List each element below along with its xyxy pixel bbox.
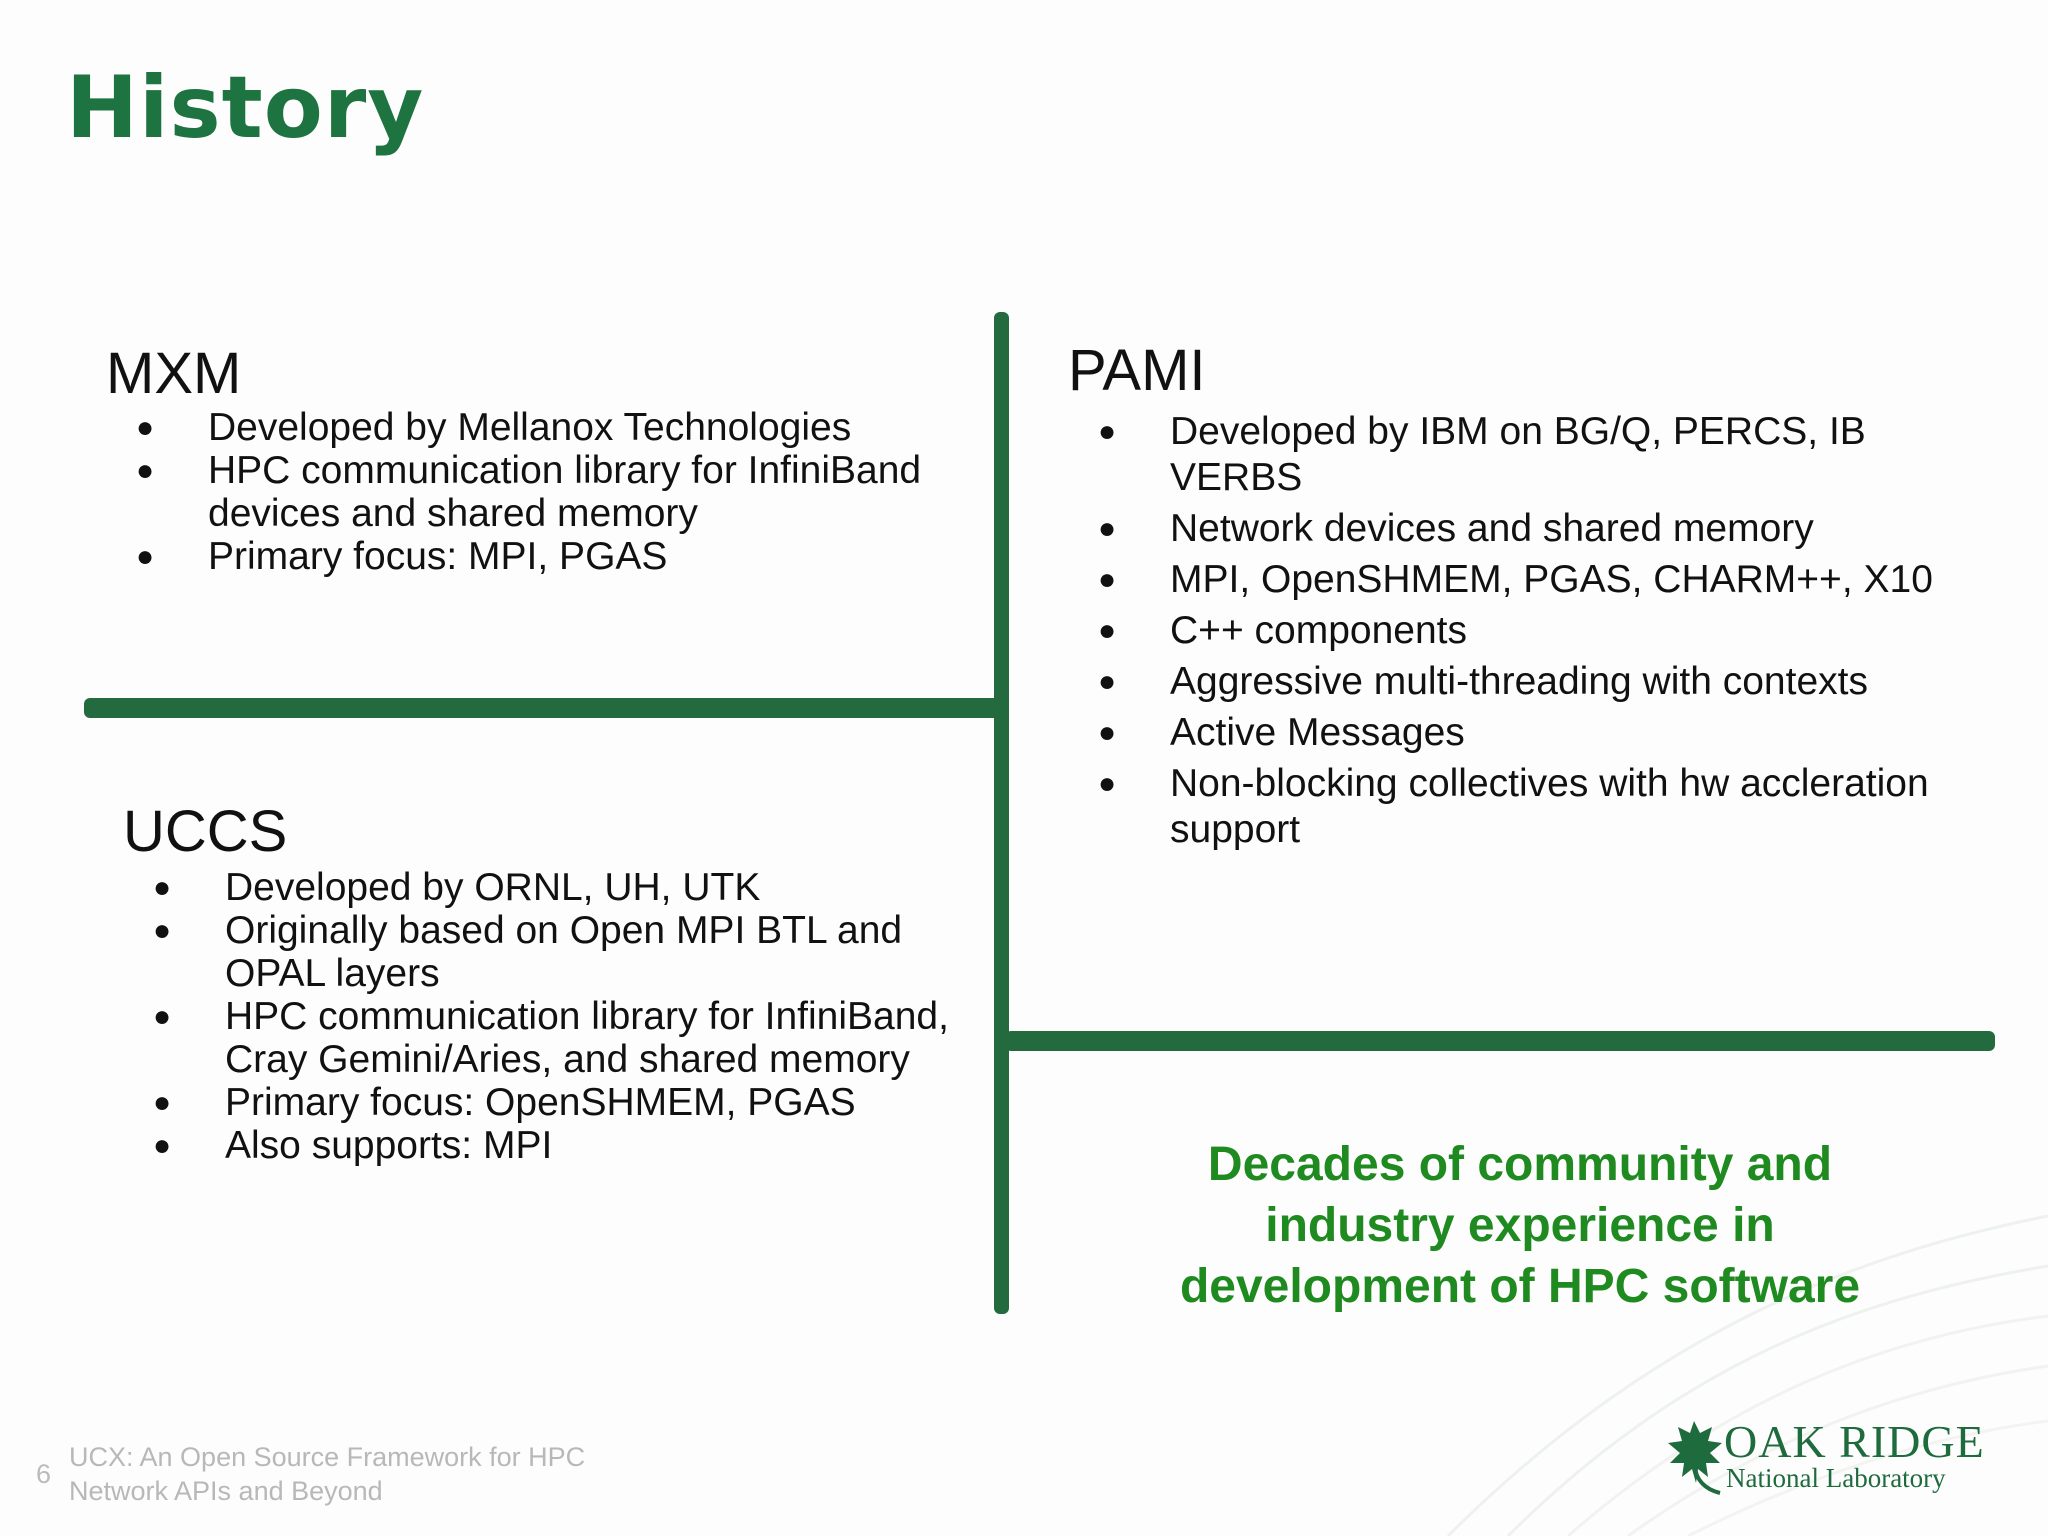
page-number: 6 [36,1459,52,1489]
bullet-icon: ● [136,454,155,487]
ornl-logo [1660,1415,1985,1505]
logo-text-primary: OAK RIDGE [1724,1416,1985,1467]
logo-text-secondary: National Laboratory [1726,1463,1946,1493]
bullet-icon: ● [1098,614,1117,647]
bullet-icon: ● [1098,415,1117,448]
bullet-icon: ● [1098,665,1117,698]
bullet-icon: ● [153,871,172,904]
bullet-icon: ● [1098,716,1117,749]
bullet-icon: ● [153,1129,172,1162]
uccs-section [123,800,1003,1167]
bullet-icon: ● [153,1000,172,1033]
bullet-icon: ● [1098,563,1117,596]
callout-line: Decades of community and [1207,1138,1833,1191]
bullet-icon: ● [153,1086,172,1119]
uccs-bullet-list [153,866,1003,1167]
list-item: ● Primary focus: OpenSHMEM, PGAS [153,1081,856,1124]
mxm-section [106,342,966,578]
list-item: ● Developed by Mellanox Technologies [136,406,852,449]
uccs-heading: UCCS [123,799,288,864]
callout-line: industry experience in [1265,1199,1775,1252]
mxm-heading: MXM [106,341,242,406]
list-item: ● HPC communication library for InfiniBand, Cray Gemini/Aries, and shared memory [153,995,949,1081]
mxm-bullet-list [136,406,966,578]
bullet-icon: ● [136,540,155,573]
bullet-icon: ● [153,914,172,947]
pami-section [1068,339,1988,858]
callout-text [1030,1134,2010,1317]
bullet-icon: ● [1098,767,1117,800]
footer-title: UCX: An Open Source Framework for HPC Network APIs and Beyond [69,1442,586,1506]
left-horizontal-divider [84,698,1002,718]
list-item: ● Active Messages [1098,711,1465,754]
bullet-icon: ● [136,411,155,444]
list-item: ● Aggressive multi-threading with contexts [1098,660,1868,703]
bullet-icon: ● [1098,512,1117,545]
list-item: ● Non-blocking collectives with hw accleration support [1098,762,1929,851]
list-item: ● Also supports: MPI [153,1124,553,1167]
list-item: ● HPC communication library for InfiniBand devices and shared memory [136,449,922,535]
pami-heading: PAMI [1068,338,1206,403]
right-horizontal-divider [1005,1031,1995,1051]
callout-line: development of HPC software [1179,1260,1861,1313]
list-item: ● Primary focus: MPI, PGAS [136,535,668,578]
list-item: ● Network devices and shared memory [1098,507,1814,550]
list-item: ● Originally based on Open MPI BTL and OPAL layers [153,909,903,995]
oak-leaf-icon [1660,1417,1730,1497]
list-item: ● Developed by ORNL, UH, UTK [153,866,761,909]
list-item: ● MPI, OpenSHMEM, PGAS, CHARM++, X10 [1098,558,1933,601]
list-item: ● Developed by IBM on BG/Q, PERCS, IB VERBS [1098,410,1866,499]
list-item: ● C++ components [1098,609,1468,652]
pami-bullet-list [1098,409,1988,853]
slide-title: History [66,58,425,158]
